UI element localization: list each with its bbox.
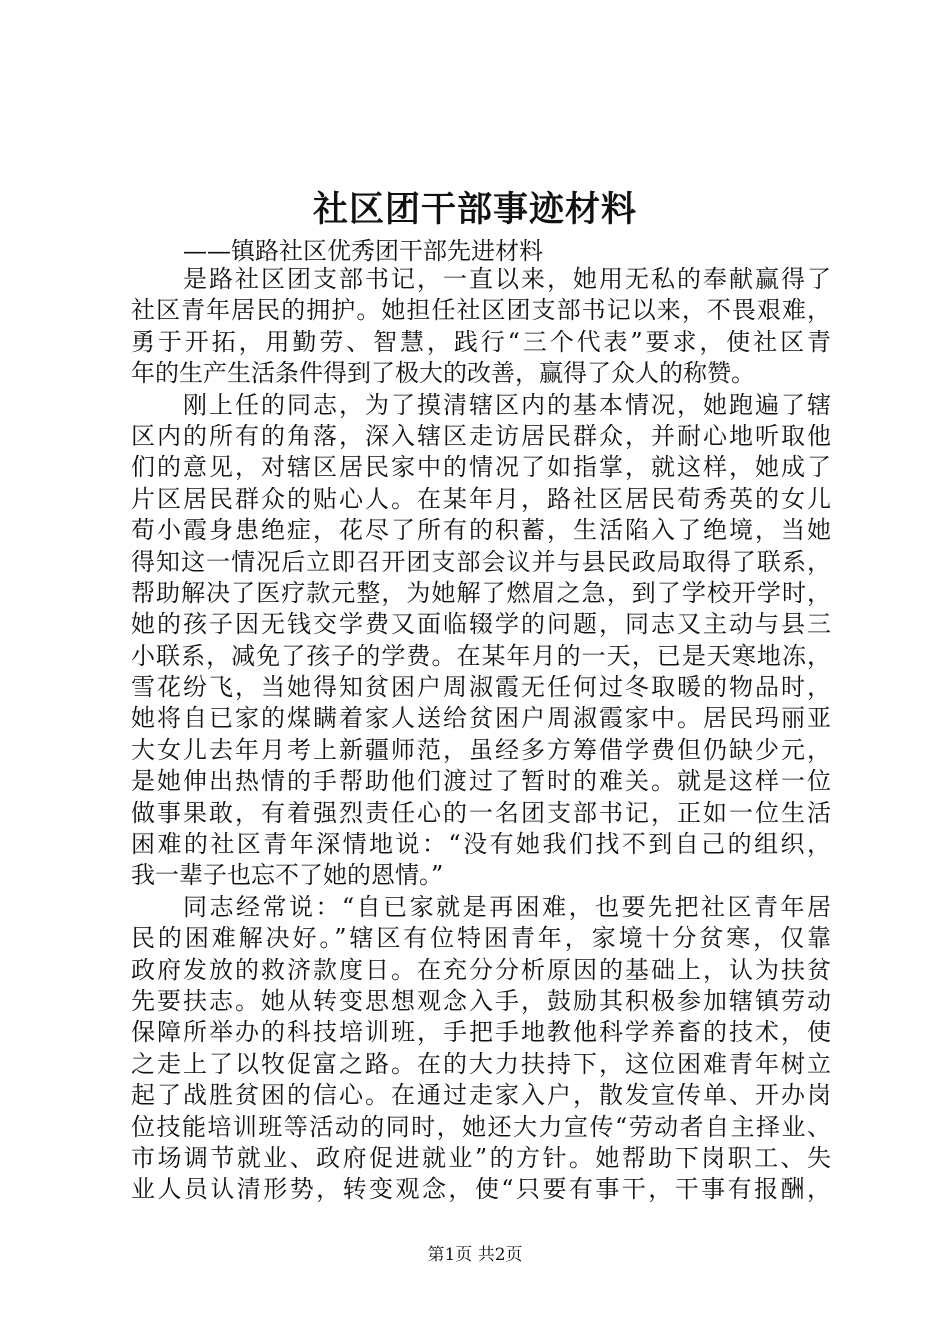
text-line: 雪花纷飞，当她得知贫困户周淑霞无任何过冬取暖的物品时，: [131, 673, 831, 702]
text-line: 保障所举办的科技培训班，手把手地教他科学养畜的技术，使: [131, 1018, 831, 1047]
text-line: 业人员认清形势，转变观念，使“只要有事干，干事有报酬，: [131, 1175, 831, 1204]
page-footer: 第1页 共2页: [427, 1245, 523, 1265]
text-line: 帮助解决了医疗款元整，为她解了燃眉之急，到了学校开学时，: [131, 578, 831, 607]
body-text: [131, 264, 831, 1206]
text-line: 困难的社区青年深情地说：“没有她我们找不到自己的组织，: [131, 830, 831, 859]
text-line: 她将自已家的煤瞒着家人送给贫困户周淑霞家中。居民玛丽亚: [131, 704, 831, 733]
document-title: 社区团干部事迹材料: [312, 189, 637, 230]
text-line: 市场调节就业、政府促进就业”的方针。她帮助下岗职工、失: [131, 1143, 831, 1172]
text-line: 年的生产生活条件得到了极大的改善，赢得了众人的称赞。: [131, 359, 755, 388]
text-line: 之走上了以牧促富之路。在的大力扶持下，这位困难青年树立: [131, 1049, 831, 1078]
text-line: 同志经常说：“自已家就是再困难，也要先把社区青年居: [183, 892, 831, 921]
text-line: 位技能培训班等活动的同时，她还大力宣传“劳动者自主择业、: [131, 1112, 831, 1141]
text-line: 小联系，减免了孩子的学费。在某年月的一天，已是天寒地冻，: [131, 641, 831, 670]
text-line: 是她伸出热情的手帮助他们渡过了暂时的难关。就是这样一位: [131, 767, 831, 796]
text-line: 政府发放的救济款度日。在充分分析原因的基础上，认为扶贫: [131, 955, 831, 984]
text-line: 刚上任的同志，为了摸清辖区内的基本情况，她跑遍了辖: [183, 390, 831, 419]
text-line: 大女儿去年月考上新疆师范，虽经多方筹借学费但仍缺少元，: [131, 735, 831, 764]
text-line: 是路社区团支部书记，一直以来，她用无私的奉献赢得了: [183, 265, 831, 293]
text-line: 做事果敢，有着强烈责任心的一名团支部书记，正如一位生活: [131, 798, 831, 827]
document-subtitle: ——镇路社区优秀团干部先进材料: [183, 237, 543, 265]
text-line: 们的意见，对辖区居民家中的情况了如指掌，就这样，她成了: [131, 453, 831, 482]
text-line: 荀小霞身患绝症，花尽了所有的积蓄，生活陷入了绝境，当她: [131, 516, 831, 545]
text-line: 我一辈子也忘不了她的恩情。”: [131, 861, 444, 890]
text-line: 先要扶志。她从转变思想观念入手，鼓励其积极参加辖镇劳动: [131, 986, 831, 1015]
text-line: 民的困难解决好。”辖区有位特困青年，家境十分贫寒，仅靠: [131, 924, 831, 953]
text-line: 社区青年居民的拥护。她担任社区团支部书记以来，不畏艰难，: [131, 296, 831, 325]
text-line: 区内的所有的角落，深入辖区走访居民群众，并耐心地听取他: [131, 421, 831, 450]
text-line: 她的孩子因无钱交学费又面临辍学的问题，同志又主动与县三: [131, 610, 831, 639]
text-line: 勇于开拓，用勤劳、智慧，践行“三个代表”要求，使社区青: [131, 327, 831, 356]
text-line: 片区居民群众的贴心人。在某年月，路社区居民荀秀英的女儿: [131, 484, 831, 513]
text-line: 起了战胜贫困的信心。在通过走家入户，散发宣传单、开办岗: [131, 1081, 831, 1110]
text-line: 得知这一情况后立即召开团支部会议并与县民政局取得了联系，: [131, 547, 831, 576]
